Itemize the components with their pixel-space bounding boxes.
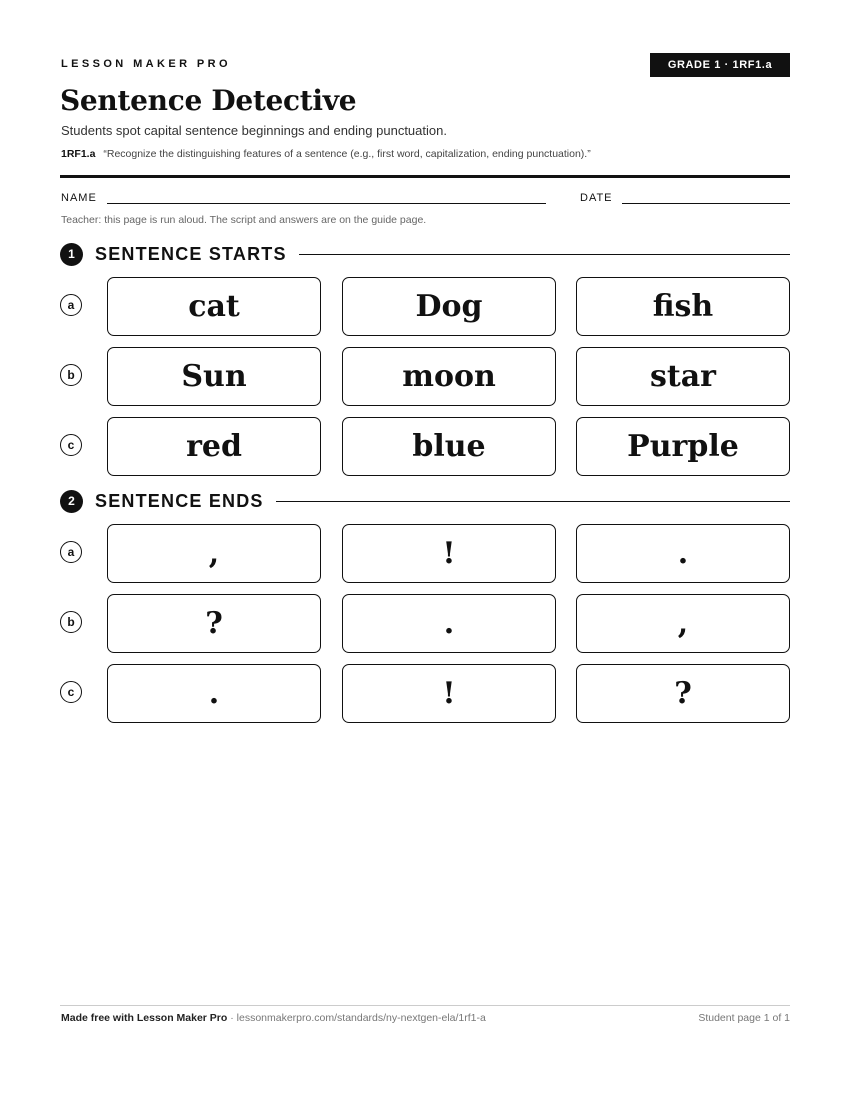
standard-text: “Recognize the distinguishing features of a sentence (e.g., first word, capitalization, ending punctuation).”	[103, 148, 591, 160]
grade-badge: GRADE 1 · 1RF1.a	[650, 53, 790, 77]
name-field-line[interactable]	[107, 203, 546, 204]
word-card[interactable]: moon	[342, 347, 556, 406]
section-number: 1	[60, 243, 83, 266]
row-label: a	[60, 541, 82, 563]
word-card[interactable]: star	[576, 347, 790, 406]
row-label: b	[60, 364, 82, 386]
section-title: SENTENCE STARTS	[95, 243, 287, 264]
punctuation-card[interactable]: ,	[576, 594, 790, 653]
punctuation-card[interactable]: !	[342, 524, 556, 583]
brand-name: LESSON MAKER PRO	[61, 58, 231, 70]
row-2b	[60, 594, 790, 653]
footer-page-number: Student page 1 of 1	[698, 1012, 790, 1024]
word-card[interactable]: blue	[342, 417, 556, 476]
row-1c	[60, 417, 790, 476]
row-label: b	[60, 611, 82, 633]
punctuation-card[interactable]: ?	[576, 664, 790, 723]
punctuation-card[interactable]: ?	[107, 594, 321, 653]
word-card[interactable]: Purple	[576, 417, 790, 476]
row-label: c	[60, 434, 82, 456]
section-number: 2	[60, 490, 83, 513]
page-title: Sentence Detective	[60, 84, 357, 117]
section-title: SENTENCE ENDS	[95, 490, 264, 511]
punctuation-card[interactable]: .	[107, 664, 321, 723]
standard-code: 1RF1.a	[61, 148, 96, 160]
word-card[interactable]: fish	[576, 277, 790, 336]
row-label: a	[60, 294, 82, 316]
word-card[interactable]: Sun	[107, 347, 321, 406]
footer-credit	[61, 1012, 486, 1024]
date-label: DATE	[580, 192, 613, 204]
word-card[interactable]: Dog	[342, 277, 556, 336]
row-1b	[60, 347, 790, 406]
page-subtitle: Students spot capital sentence beginnings and ending punctuation.	[61, 123, 447, 138]
footer-separator: ·	[227, 1012, 237, 1024]
footer-made-with: Made free with Lesson Maker Pro	[61, 1012, 228, 1024]
date-field-line[interactable]	[622, 203, 790, 204]
row-label: c	[60, 681, 82, 703]
word-card[interactable]: cat	[107, 277, 321, 336]
standard-line	[61, 148, 591, 160]
header-divider	[60, 175, 790, 178]
section-divider	[299, 254, 790, 255]
row-1a	[60, 277, 790, 336]
teacher-note: Teacher: this page is run aloud. The script and answers are on the guide page.	[61, 214, 427, 226]
footer-url[interactable]: lessonmakerpro.com/standards/ny-nextgen-ela/1rf1-a	[236, 1012, 486, 1024]
section-heading-starts	[60, 242, 790, 266]
row-2c	[60, 664, 790, 723]
punctuation-card[interactable]: !	[342, 664, 556, 723]
footer-divider	[60, 1005, 790, 1006]
punctuation-card[interactable]: .	[342, 594, 556, 653]
punctuation-card[interactable]: .	[576, 524, 790, 583]
row-2a	[60, 524, 790, 583]
punctuation-card[interactable]: ,	[107, 524, 321, 583]
section-heading-ends	[60, 489, 790, 513]
name-label: NAME	[61, 192, 97, 204]
word-card[interactable]: red	[107, 417, 321, 476]
section-divider	[276, 501, 790, 502]
